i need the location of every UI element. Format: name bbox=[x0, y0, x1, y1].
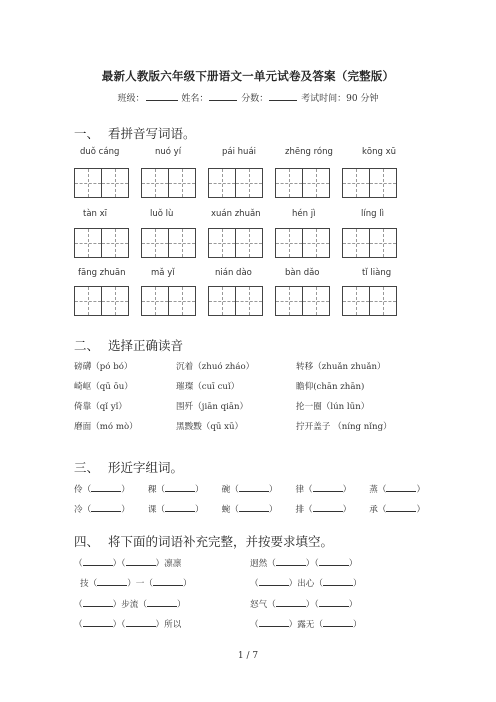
reading-choice[interactable]: 黑黢黢（qū xū） bbox=[176, 422, 244, 432]
score-blank[interactable] bbox=[269, 91, 297, 101]
pinyin-1-5: kōng xū bbox=[362, 147, 397, 157]
writing-grid-row-1 bbox=[74, 168, 397, 198]
writing-box[interactable] bbox=[208, 168, 263, 198]
answer-blank[interactable] bbox=[313, 503, 343, 512]
writing-box[interactable] bbox=[208, 228, 263, 258]
writing-box[interactable] bbox=[208, 286, 263, 316]
pinyin-3-1: fāng zhuān bbox=[78, 268, 126, 278]
pinyin-3-2: mǎ yǐ bbox=[151, 268, 175, 278]
reading-choice[interactable]: 沉着（zhuó zháo） bbox=[176, 362, 255, 372]
answer-blank[interactable] bbox=[83, 557, 113, 566]
pinyin-2-3: xuán zhuǎn bbox=[211, 209, 261, 219]
answer-blank[interactable] bbox=[276, 557, 306, 566]
writing-box[interactable] bbox=[74, 286, 129, 316]
name-blank[interactable] bbox=[209, 91, 237, 101]
page-title: 最新人教版六年级下册语文一单元试卷及答案（完整版） bbox=[101, 69, 395, 83]
reading-choice[interactable]: 转移（zhuǎn zhuǎn） bbox=[296, 362, 386, 372]
writing-box[interactable] bbox=[141, 168, 196, 198]
answer-blank[interactable] bbox=[239, 483, 269, 492]
writing-box[interactable] bbox=[275, 228, 330, 258]
section3-heading: 三、 形近字组词。 bbox=[74, 460, 184, 475]
pinyin-2-1: tàn xī bbox=[83, 209, 108, 219]
reading-choice[interactable]: 璀璨（cuī cuǐ） bbox=[176, 382, 240, 392]
idiom-fill-right-4: （ ）露无（ ） bbox=[250, 620, 362, 630]
pinyin-3-4: bàn dǎo bbox=[285, 268, 320, 278]
pinyin-1-4: zhēng róng bbox=[285, 147, 333, 157]
name-label: 姓名： bbox=[181, 94, 209, 104]
pinyin-3-5: tǐ liàng bbox=[362, 268, 392, 278]
writing-box[interactable] bbox=[275, 168, 330, 198]
answer-blank[interactable] bbox=[147, 598, 177, 607]
char-group-row-1: 伶（ ） 稞（ ） 碗（ ） 律（ ） 蒸（ ） bbox=[74, 485, 426, 495]
time-label: 考试时间：90 分钟 bbox=[301, 94, 379, 104]
reading-choice[interactable]: 抡一圈（lún lūn） bbox=[296, 402, 370, 412]
writing-box[interactable] bbox=[141, 228, 196, 258]
idiom-fill-left-2: 技（ ）一（ ） bbox=[80, 579, 192, 589]
writing-box[interactable] bbox=[141, 286, 196, 316]
writing-box[interactable] bbox=[74, 168, 129, 198]
pinyin-1-2: nuó yí bbox=[155, 147, 182, 157]
answer-blank[interactable] bbox=[323, 618, 353, 627]
reading-choice[interactable]: 拧开盖子 （níng nǐng） bbox=[296, 422, 392, 432]
answer-blank[interactable] bbox=[323, 577, 353, 586]
class-label: 班级： bbox=[117, 94, 145, 104]
answer-blank[interactable] bbox=[276, 598, 306, 607]
pinyin-2-4: hén jì bbox=[292, 209, 316, 219]
answer-blank[interactable] bbox=[165, 483, 195, 492]
answer-blank[interactable] bbox=[239, 503, 269, 512]
answer-blank[interactable] bbox=[83, 598, 113, 607]
idiom-fill-left-3: （ ）步流（ ） bbox=[74, 600, 186, 610]
class-blank[interactable] bbox=[146, 91, 178, 101]
student-info-line bbox=[0, 91, 496, 104]
reading-choice[interactable]: 崎岖（qū ōu） bbox=[74, 382, 133, 392]
section1-heading: 一、 看拼音写词语。 bbox=[74, 126, 196, 141]
section4-heading: 四、 将下面的词语补充完整，并按要求填空。 bbox=[74, 534, 334, 549]
page-number: 1 / 7 bbox=[237, 651, 259, 661]
idiom-fill-left-1: （ ）（ ）凛凛 bbox=[74, 559, 182, 569]
reading-choice[interactable]: 磨面（mó mò） bbox=[74, 422, 138, 432]
answer-blank[interactable] bbox=[259, 577, 289, 586]
answer-blank[interactable] bbox=[97, 577, 127, 586]
writing-box[interactable] bbox=[342, 228, 397, 258]
answer-blank[interactable] bbox=[126, 618, 156, 627]
reading-choice[interactable]: 倚靠（qǐ yǐ） bbox=[74, 402, 127, 412]
writing-box[interactable] bbox=[342, 286, 397, 316]
idiom-fill-left-4: （ ）（ ）所以 bbox=[74, 620, 182, 630]
char-group-row-2: 冷（ ） 课（ ） 蜿（ ） 排（ ） 承（ ） bbox=[74, 505, 426, 515]
answer-blank[interactable] bbox=[126, 557, 156, 566]
pinyin-1-3: pái huái bbox=[222, 147, 257, 157]
answer-blank[interactable] bbox=[83, 618, 113, 627]
answer-blank[interactable] bbox=[165, 503, 195, 512]
answer-blank[interactable] bbox=[153, 577, 183, 586]
reading-choice[interactable]: 瞻仰(chān zhān) bbox=[296, 382, 365, 392]
pinyin-2-2: luǒ lù bbox=[150, 209, 174, 219]
score-label: 分数： bbox=[241, 94, 269, 104]
answer-blank[interactable] bbox=[319, 598, 349, 607]
pinyin-3-3: nián dào bbox=[215, 268, 252, 278]
writing-box[interactable] bbox=[275, 286, 330, 316]
idiom-fill-right-2: （ ）出心（ ） bbox=[250, 579, 362, 589]
writing-grid-row-3 bbox=[74, 286, 397, 316]
writing-box[interactable] bbox=[74, 228, 129, 258]
answer-blank[interactable] bbox=[313, 483, 343, 492]
answer-blank[interactable] bbox=[319, 557, 349, 566]
answer-blank[interactable] bbox=[91, 503, 121, 512]
writing-box[interactable] bbox=[342, 168, 397, 198]
idiom-fill-right-1: 迥然（ ）（ ） bbox=[250, 559, 358, 569]
section2-heading: 二、 选择正确读音 bbox=[74, 338, 184, 353]
answer-blank[interactable] bbox=[386, 483, 416, 492]
reading-choice[interactable]: 围歼（jiān qiān） bbox=[176, 402, 249, 412]
pinyin-2-5: líng lì bbox=[361, 209, 384, 219]
pinyin-1-1: duǒ cáng bbox=[80, 147, 120, 157]
answer-blank[interactable] bbox=[259, 618, 289, 627]
writing-grid-row-2 bbox=[74, 228, 397, 258]
answer-blank[interactable] bbox=[386, 503, 416, 512]
answer-blank[interactable] bbox=[91, 483, 121, 492]
idiom-fill-right-3: 怒气（ ）（ ） bbox=[250, 600, 358, 610]
reading-choice[interactable]: 磅礴（pó bó） bbox=[74, 362, 133, 372]
